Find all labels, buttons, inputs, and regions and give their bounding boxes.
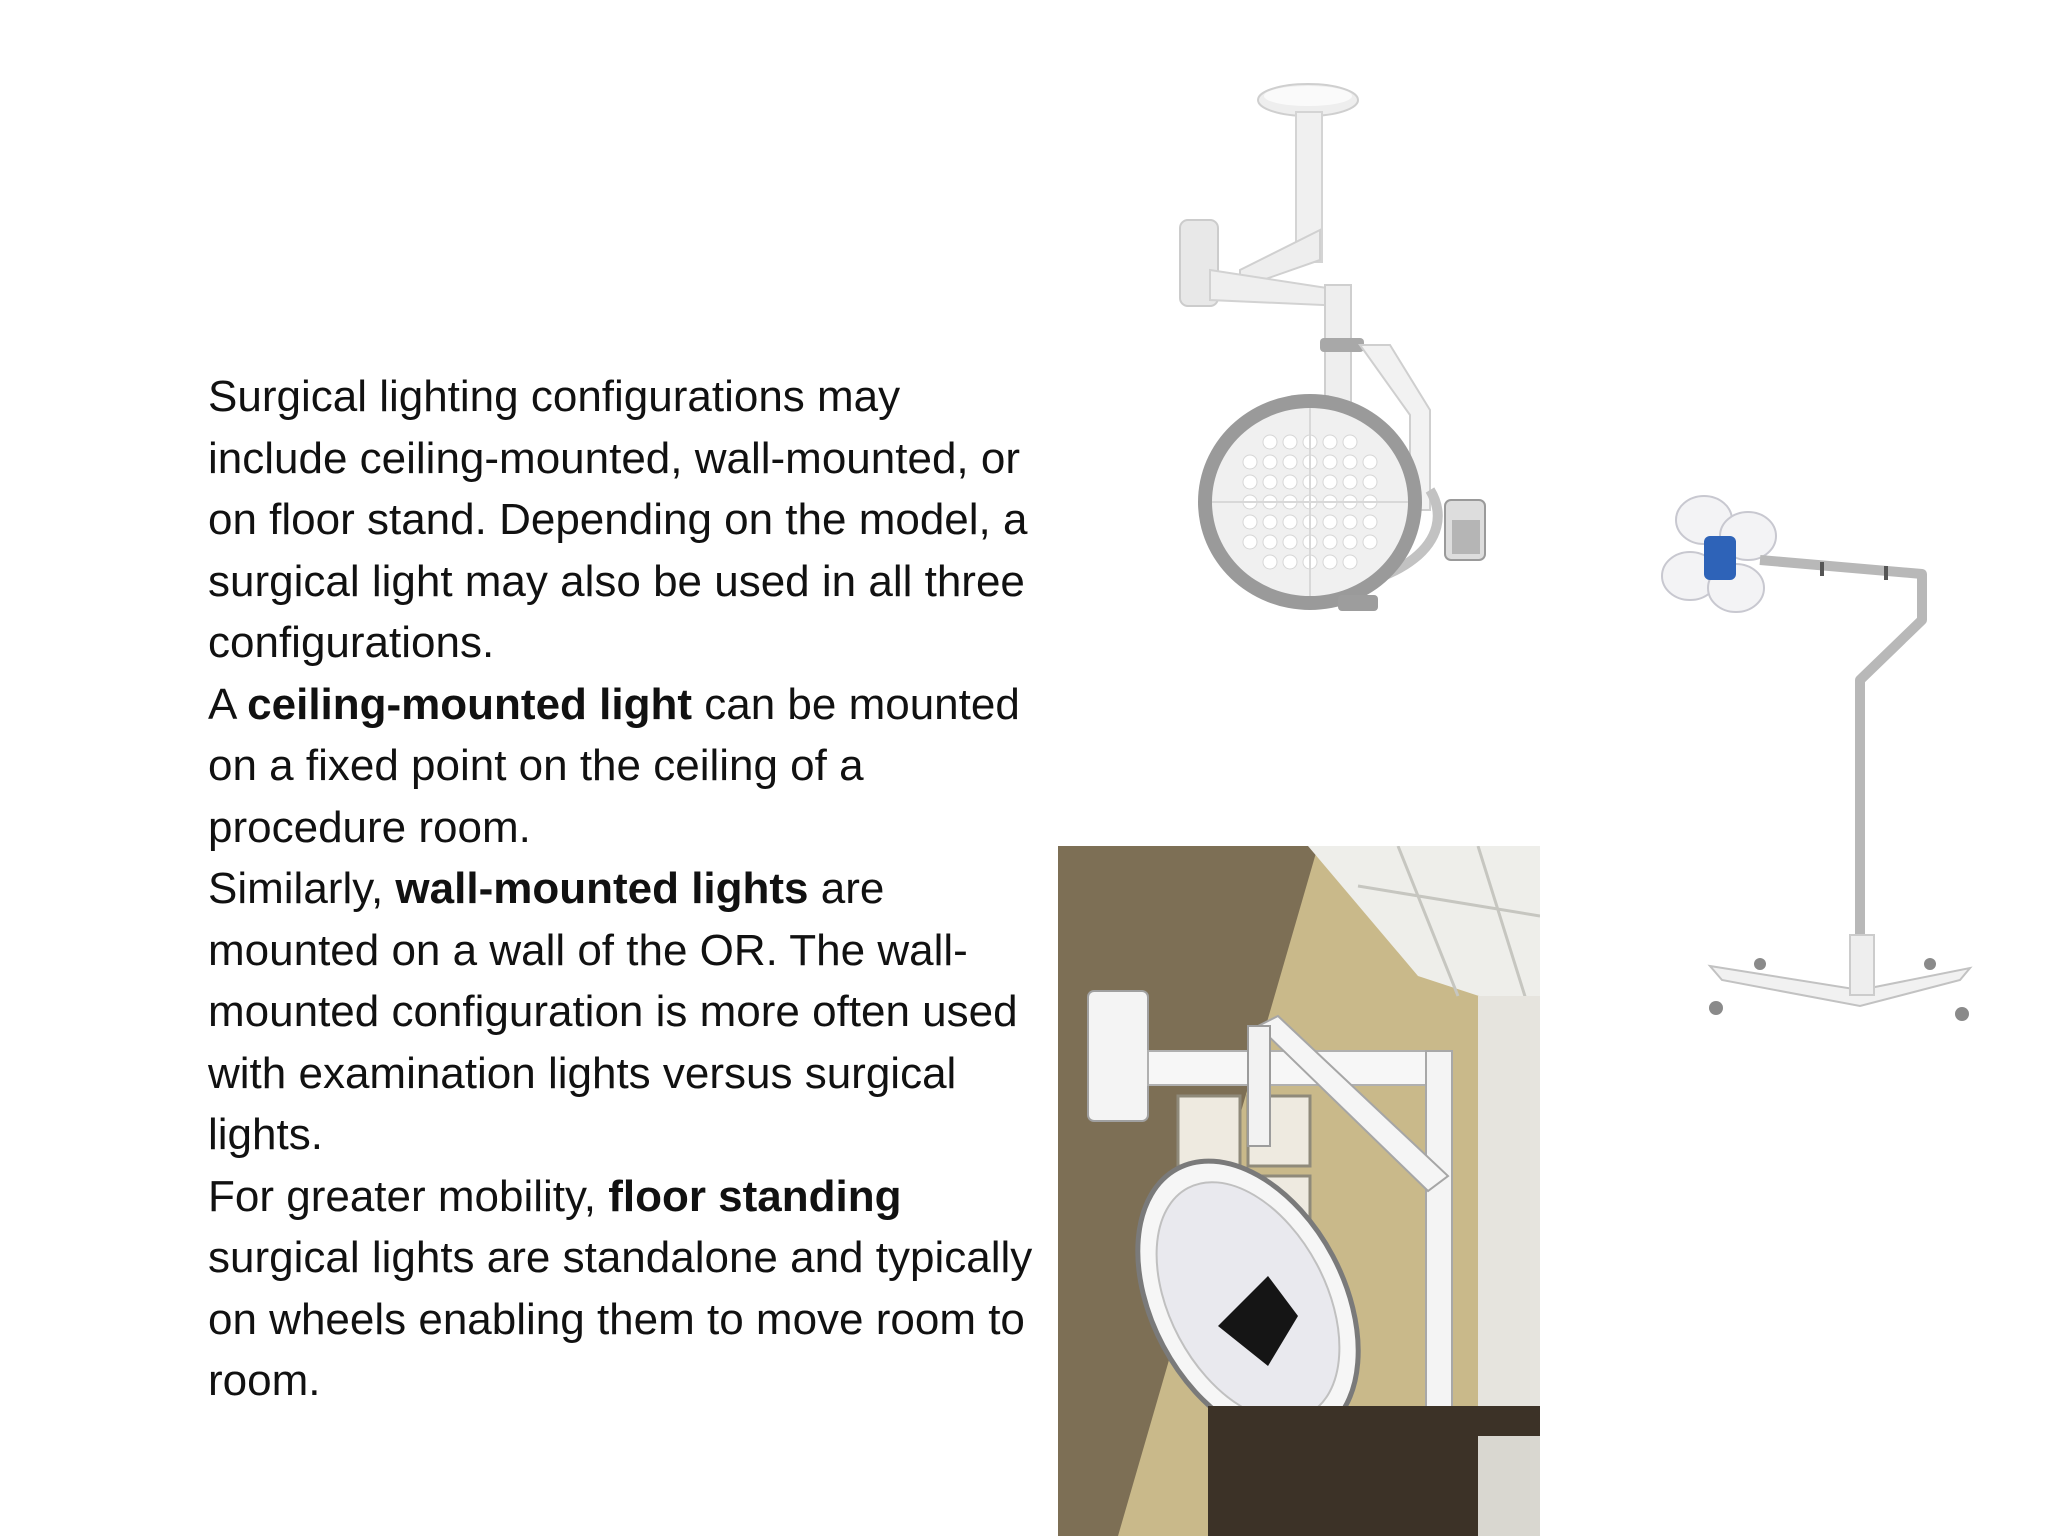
led-dot	[1263, 455, 1277, 469]
body-text	[208, 366, 1038, 1412]
term-wall-mounted-lights: wall-mounted lights	[395, 864, 809, 913]
wall-mounted-light-photo-icon	[1058, 846, 1540, 1536]
wheeled-base	[1709, 935, 1970, 1021]
side-cabinet	[1478, 1436, 1540, 1536]
ceiling-surgical-light-icon	[1160, 70, 1520, 630]
led-dot	[1283, 475, 1297, 489]
led-dot	[1263, 515, 1277, 529]
led-dot	[1343, 555, 1357, 569]
led-dot	[1283, 455, 1297, 469]
led-dot	[1363, 515, 1377, 529]
led-dot	[1283, 555, 1297, 569]
vertical-arm	[1426, 1051, 1452, 1451]
multi-head-lamp	[1662, 496, 1776, 612]
wall-bracket	[1088, 991, 1148, 1121]
pole-marker	[1820, 562, 1824, 576]
led-dot	[1283, 535, 1297, 549]
led-dot	[1363, 455, 1377, 469]
led-dot	[1343, 535, 1357, 549]
led-dot	[1363, 475, 1377, 489]
tube-collar	[1320, 338, 1364, 352]
lamp-drop	[1248, 1026, 1270, 1146]
paragraph-ceiling-mounted: A ceiling-mounted light can be mounted on a fixed point on the ceiling of a procedure room.	[208, 679, 1020, 852]
term-floor-standing: floor standing	[608, 1171, 902, 1221]
led-dot	[1363, 535, 1377, 549]
term-ceiling-mounted-light: ceiling-mounted light	[247, 679, 693, 729]
led-dot	[1343, 515, 1357, 529]
led-dot	[1283, 515, 1297, 529]
led-dot	[1263, 475, 1277, 489]
stand-pole	[1760, 560, 1922, 1000]
led-dot	[1323, 475, 1337, 489]
lamp-hub	[1704, 536, 1736, 580]
led-dot	[1263, 435, 1277, 449]
led-dot	[1263, 555, 1277, 569]
led-dot	[1263, 535, 1277, 549]
paragraph-wall-mounted: Similarly, wall-mounted lights are mounted on a wall of the OR. The wall-mounted configuration is more often used with examination lights versus surgical lights.	[208, 864, 1018, 1159]
led-dot	[1323, 555, 1337, 569]
floor-stand-surgical-light-icon	[1640, 480, 1980, 1030]
led-dot	[1243, 455, 1257, 469]
handle-panel	[1452, 520, 1480, 554]
led-dot	[1323, 455, 1337, 469]
paragraph-floor-standing: For greater mobility, floor standing surgical lights are standalone and typically on wheels enabling them to move room to room.	[208, 1171, 1033, 1405]
pole-marker	[1884, 566, 1888, 580]
led-dot	[1323, 515, 1337, 529]
led-dot	[1343, 455, 1357, 469]
lamp-lower-handle	[1338, 595, 1378, 611]
paragraph-configurations: Surgical lighting configurations may include ceiling-mounted, wall-mounted, or on floor stand. Depending on the model, a surgical light may also be used in all three configurations.	[208, 372, 1028, 667]
led-dot	[1243, 515, 1257, 529]
led-dot	[1243, 475, 1257, 489]
led-dot	[1343, 475, 1357, 489]
led-dot	[1343, 435, 1357, 449]
led-dot	[1243, 535, 1257, 549]
led-dot	[1323, 535, 1337, 549]
led-dot	[1283, 435, 1297, 449]
led-dot	[1323, 435, 1337, 449]
